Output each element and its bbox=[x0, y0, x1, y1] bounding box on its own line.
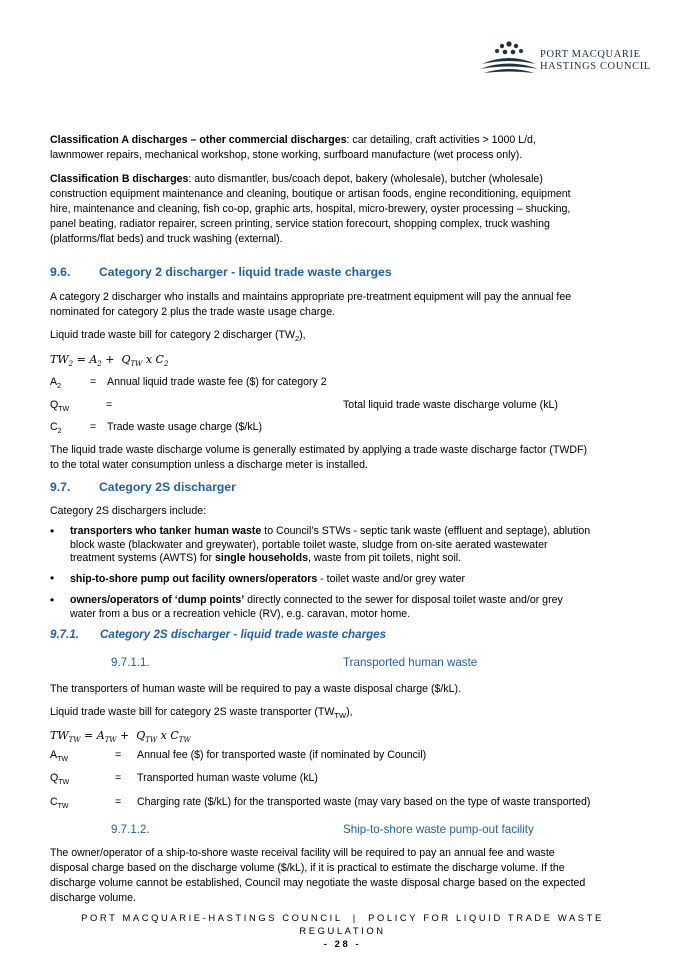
classification-b-line: construction equipment maintenance and cleaning, boutique or artisan foods, engine reconditioning, equipment bbox=[50, 188, 571, 200]
logo-text-line2: HASTINGS COUNCIL bbox=[540, 61, 651, 72]
text-line: The owner/operator of a ship-to-shore waste receival facility will be required to pay an annual fee and waste bbox=[50, 847, 555, 859]
text-line: discharge volume. bbox=[50, 892, 136, 904]
formula-tw2: $TW_2 = A_2 + Q_{TW}$ x $C_2$ bbox=[50, 353, 169, 369]
bullet-icon: • bbox=[50, 571, 55, 585]
variable-qtw-2 bbox=[50, 771, 650, 786]
council-logo bbox=[478, 38, 651, 78]
classification-a-text: : car detailing, craft activities > 1000 L/d, bbox=[346, 134, 536, 146]
section-number: 9.7.1. bbox=[50, 628, 80, 641]
variable-description: Charging rate ($/kL) for the transported waste (may vary based on the type of waste transported) bbox=[137, 796, 591, 808]
text-run: Liquid trade waste bill for category 2S waste transporter (TW bbox=[50, 706, 335, 718]
subscript: TW bbox=[334, 711, 347, 721]
classification-b-text: : auto dismantler, bus/coach depot, bakery (wholesale), butcher (wholesale) bbox=[188, 173, 543, 185]
variable-subscript: 2 bbox=[57, 428, 62, 436]
section-9-7-1-1-paragraph-2 bbox=[50, 705, 353, 723]
bullet-text: to Council’s STWs - septic tank waste (effluent and septage), ablution bbox=[261, 525, 591, 537]
bullet-text: , waste from pit toilets, night soil. bbox=[308, 552, 462, 564]
section-9-6-heading bbox=[50, 265, 392, 280]
equals-sign: = bbox=[115, 749, 122, 761]
section-title: Category 2 discharger - liquid trade waste charges bbox=[99, 265, 392, 279]
variable-qtw bbox=[50, 398, 650, 413]
text-line: disposal charge based on the discharge volume ($/kL), if it is practical to estimate the discharge volume. If the bbox=[50, 862, 565, 874]
variable-description: Annual fee ($) for transported waste (if nominated by Council) bbox=[137, 749, 427, 761]
page-footer bbox=[0, 911, 685, 950]
classification-a-label: Classification A discharges – other commercial discharges bbox=[50, 134, 347, 146]
section-number: 9.7.1.1. bbox=[111, 656, 150, 669]
equals-sign: = bbox=[106, 399, 113, 411]
variable-subscript: 2 bbox=[57, 383, 61, 391]
section-9-6-paragraph-1 bbox=[50, 290, 571, 320]
logo-text-line1: PORT MACQUARIE bbox=[540, 49, 641, 60]
variable-ctw bbox=[50, 795, 650, 810]
footer-line1: PORT MACQUARIE-HASTINGS COUNCIL | POLICY FOR LIQUID TRADE WASTE bbox=[81, 912, 604, 923]
bullet-item-transporters bbox=[70, 525, 590, 566]
text-run: ), bbox=[299, 329, 306, 341]
bullet-bold: ship-to-shore pump out facility owners/operators bbox=[70, 573, 318, 585]
section-9-7-heading bbox=[50, 480, 236, 495]
section-title: Transported human waste bbox=[343, 656, 478, 669]
variable-symbol: A bbox=[50, 749, 58, 761]
section-number: 9.7.1.2. bbox=[111, 823, 150, 836]
bullet-text-line: block waste (blackwater and greywater), portable toilet waste, sludge from on-site aerated wastewater bbox=[70, 538, 548, 551]
variable-symbol: Q bbox=[50, 399, 59, 411]
section-9-6-paragraph-2 bbox=[50, 328, 306, 346]
classification-b-line: hire, maintenance and cleaning, fish co-op, graphic arts, hospital, micro-brewery, oyster processing – shucking, bbox=[50, 203, 571, 215]
subscript: 2 bbox=[294, 334, 300, 344]
classification-a-text-line2: lawnmower repairs, mechanical workshop, stone working, surfboard manufacture (wet process only). bbox=[50, 149, 523, 161]
classification-b-line: (platforms/flat beds) and truck washing (external). bbox=[50, 233, 283, 245]
equals-sign: = bbox=[90, 421, 97, 433]
section-9-7-intro: Category 2S dischargers include: bbox=[50, 505, 207, 517]
variable-subscript: TW bbox=[58, 406, 70, 414]
bullet-text: - toilet waste and/or grey water bbox=[317, 573, 466, 585]
variable-description: Annual liquid trade waste fee ($) for category 2 bbox=[107, 376, 327, 388]
variable-symbol: C bbox=[50, 796, 58, 808]
variable-atw bbox=[50, 748, 650, 763]
section-title: Ship-to-shore waste pump-out facility bbox=[343, 823, 534, 836]
classification-b-label: Classification B discharges bbox=[50, 173, 189, 185]
classification-b-line: panel beating, radiator repairer, screen printing, service station forecourt, shopping complex, truck washing bbox=[50, 218, 550, 230]
variable-a2 bbox=[50, 375, 650, 390]
page-number: - 28 - bbox=[323, 938, 362, 949]
section-9-6-paragraph-3 bbox=[50, 443, 587, 473]
text-line: The liquid trade waste discharge volume is generally estimated by applying a trade waste discharge factor (TWDF) bbox=[50, 444, 587, 456]
variable-subscript: TW bbox=[57, 803, 69, 811]
bullet-icon: • bbox=[50, 524, 55, 538]
bullet-icon: • bbox=[50, 593, 55, 607]
variable-symbol: C bbox=[50, 421, 58, 433]
variable-symbol: A bbox=[50, 376, 58, 388]
bullet-text-line: water from a bus or a recreation vehicle (RV), e.g. caravan, motor home. bbox=[70, 607, 411, 620]
bullet-bold: transporters who tanker human waste bbox=[70, 525, 262, 537]
bullet-bold: single households bbox=[215, 552, 309, 564]
text-line: nominated for category 2 plus the trade waste usage charge. bbox=[50, 306, 336, 318]
section-title: Category 2S discharger bbox=[99, 480, 236, 494]
variable-symbol: Q bbox=[50, 772, 59, 784]
bullet-text: directly connected to the sewer for disposal toilet waste and/or grey bbox=[244, 594, 563, 606]
text-line: A category 2 discharger who installs and maintains appropriate pre-treatment equipment will pay the annual fee bbox=[50, 291, 572, 303]
variable-c2 bbox=[50, 420, 650, 435]
section-title: Category 2S discharger - liquid trade waste charges bbox=[100, 628, 387, 641]
equals-sign: = bbox=[115, 796, 122, 808]
equals-sign: = bbox=[90, 376, 97, 388]
variable-subscript: TW bbox=[58, 779, 70, 787]
equals-sign: = bbox=[115, 772, 122, 784]
text-line: to the total water consumption unless a discharge meter is installed. bbox=[50, 459, 368, 471]
text-line: discharge volume cannot be established, Council may negotiate the waste disposal charge based on the expected bbox=[50, 877, 586, 889]
section-9-7-1-heading bbox=[50, 627, 387, 642]
section-number: 9.7. bbox=[50, 480, 71, 494]
classification-b-paragraph bbox=[50, 172, 650, 247]
section-number: 9.6. bbox=[50, 265, 71, 279]
section-9-7-1-2-paragraph bbox=[50, 846, 585, 906]
text-run: ), bbox=[346, 706, 353, 718]
variable-description: Trade waste usage charge ($/kL) bbox=[107, 421, 263, 433]
bullet-text: treatment systems (AWTS) for bbox=[70, 552, 215, 564]
formula-tw-tw: $TW_{TW} = A_{TW} + Q_{TW}$ x $C_{TW}$ bbox=[50, 729, 191, 745]
bullet-bold: owners/operators of ‘dump points’ bbox=[70, 594, 245, 606]
section-9-7-1-1-heading bbox=[111, 655, 531, 670]
text-run: Liquid trade waste bill for category 2 discharger (TW bbox=[50, 329, 295, 341]
classification-a-paragraph bbox=[50, 133, 650, 163]
variable-description: Total liquid trade waste discharge volume (kL) bbox=[343, 399, 558, 411]
footer-line2: REGULATION bbox=[299, 925, 386, 936]
logo-emblem-icon bbox=[478, 38, 540, 76]
section-9-7-1-2-heading bbox=[111, 822, 571, 837]
variable-description: Transported human waste volume (kL) bbox=[137, 772, 318, 784]
section-9-7-1-1-paragraph-1: The transporters of human waste will be required to pay a waste disposal charge ($/kL). bbox=[50, 683, 462, 695]
bullet-item-dump-points bbox=[70, 594, 563, 621]
variable-subscript: TW bbox=[57, 756, 68, 764]
bullet-item-ship-to-shore bbox=[70, 572, 465, 587]
